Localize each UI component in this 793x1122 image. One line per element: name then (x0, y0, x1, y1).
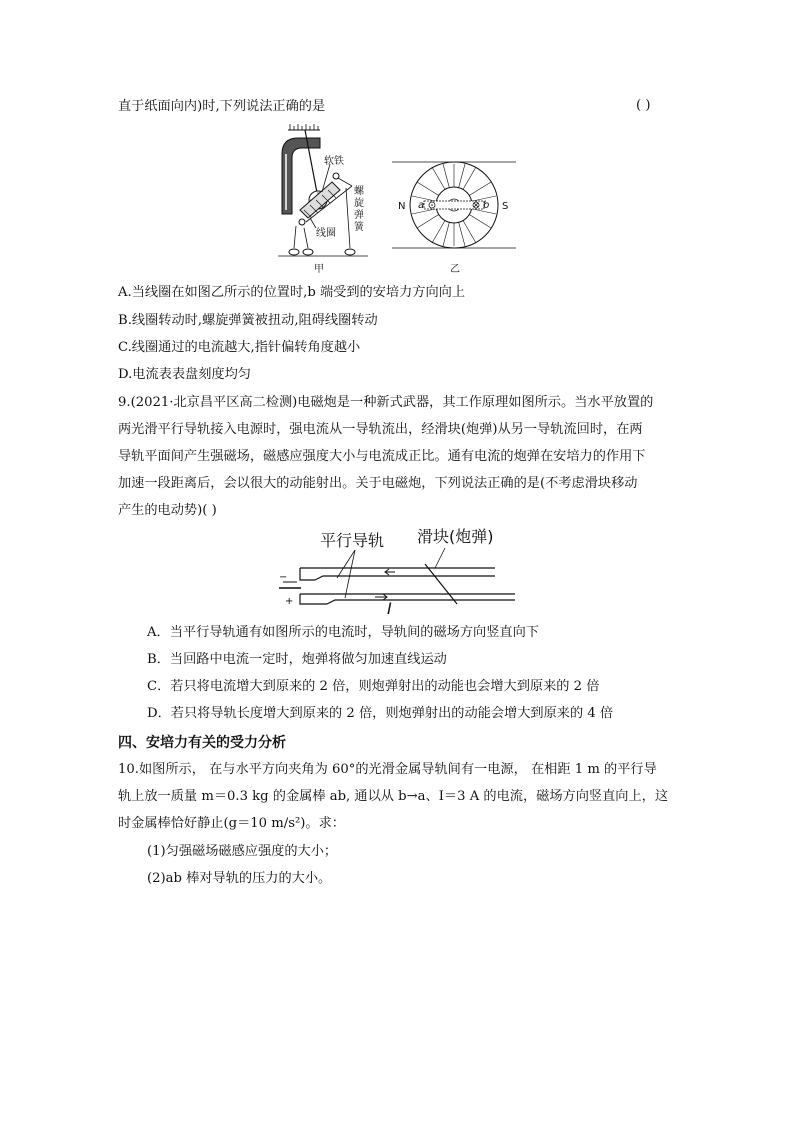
label-a-end: a (418, 200, 425, 211)
label-soft-iron: 软铁 (324, 156, 344, 167)
label-b-end: b (483, 200, 490, 211)
q9-option-b: B．当回路中电流一定时，炮弹将做匀加速直线运动 (147, 652, 447, 667)
figure-radial-field (388, 158, 520, 276)
q10-subquestion-1: (1)匀强磁场磁感应强度的大小； (147, 844, 338, 859)
label-n-pole: N (398, 201, 406, 212)
q8-stem: 直于纸面向内)时,下列说法正确的是 (118, 99, 326, 114)
label-battery-plus: + (285, 596, 294, 607)
q9-stem-line-2: 两光滑平行导轨接入电源时，强电流从一导轨流出，经滑块(炮弹)从另一导轨流回时，在两 (118, 422, 643, 437)
q8-answer-bracket: ( ) (636, 98, 651, 113)
q10-subquestion-2: (2)ab 棒对导轨的压力的大小。 (147, 871, 332, 886)
caption-yi: 乙 (450, 264, 460, 275)
label-s-pole: S (502, 201, 509, 212)
label-coil: 线圈 (316, 228, 336, 239)
figure-railgun (275, 524, 520, 616)
label-current-i: I (387, 599, 392, 616)
label-slider-projectile: 滑块(炮弹) (417, 527, 494, 546)
q10-stem-line-3: 时金属棒恰好静止(g＝10 m/s²)。求： (118, 816, 345, 831)
section-heading: 四、安培力有关的受力分析 (118, 735, 286, 751)
q10-stem-line-2: 轨上放一质量 m＝0.3 kg 的金属棒 ab, 通以从 b→a、I＝3 A 的电流，磁场方向竖直向上，这 (118, 789, 669, 804)
label-spring-1: 螺 (354, 186, 364, 197)
q8-option-a: A.当线圈在如图乙所示的位置时,b 端受到的安培力方向向上 (118, 285, 466, 300)
q8-option-d: D.电流表表盘刻度均匀 (118, 367, 251, 382)
label-spring-4: 簧 (354, 222, 364, 233)
q9-stem-line-1: 9.(2021·北京昌平区高二检测)电磁炮是一种新式武器，其工作原理如图所示。当水平放置的 (118, 395, 654, 410)
q9-stem-line-5: 产生的电动势)( ) (118, 503, 217, 518)
q9-option-a: A．当平行导轨通有如图所示的电流时，导轨间的磁场方向竖直向下 (147, 625, 539, 640)
label-parallel-rails: 平行导轨 (320, 531, 385, 550)
figure-galvanometer (268, 118, 378, 278)
q8-option-c: C.线圈通过的电流越大,指针偏转角度越小 (118, 340, 361, 355)
label-battery-minus: − (279, 572, 288, 583)
q9-option-d: D．若只将导轨长度增大到原来的 2 倍，则炮弹射出的动能会增大到原来的 4 倍 (147, 706, 614, 721)
q10-stem-line-1: 10.如图所示， 在与水平方向夹角为 60°的光滑金属导轨间有一电源， 在相距 1 m 的平行导 (118, 762, 657, 777)
q9-option-c: C．若只将电流增大到原来的 2 倍，则炮弹射出的动能也会增大到原来的 2 倍 (147, 679, 600, 694)
q9-stem-line-4: 加速一段距离后，会以很大的动能射出。关于电磁炮，下列说法正确的是(不考虑滑块移动 (118, 476, 638, 491)
caption-jia: 甲 (314, 264, 324, 275)
label-spring-3: 弹 (354, 210, 364, 221)
q8-option-b: B.线圈转动时,螺旋弹簧被扭动,阻碍线圈转动 (118, 313, 378, 328)
q9-stem-line-3: 导轨平面间产生强磁场，磁感应强度大小与电流成正比。通有电流的炮弹在安培力的作用下 (118, 449, 646, 464)
label-spring-2: 旋 (354, 198, 364, 209)
